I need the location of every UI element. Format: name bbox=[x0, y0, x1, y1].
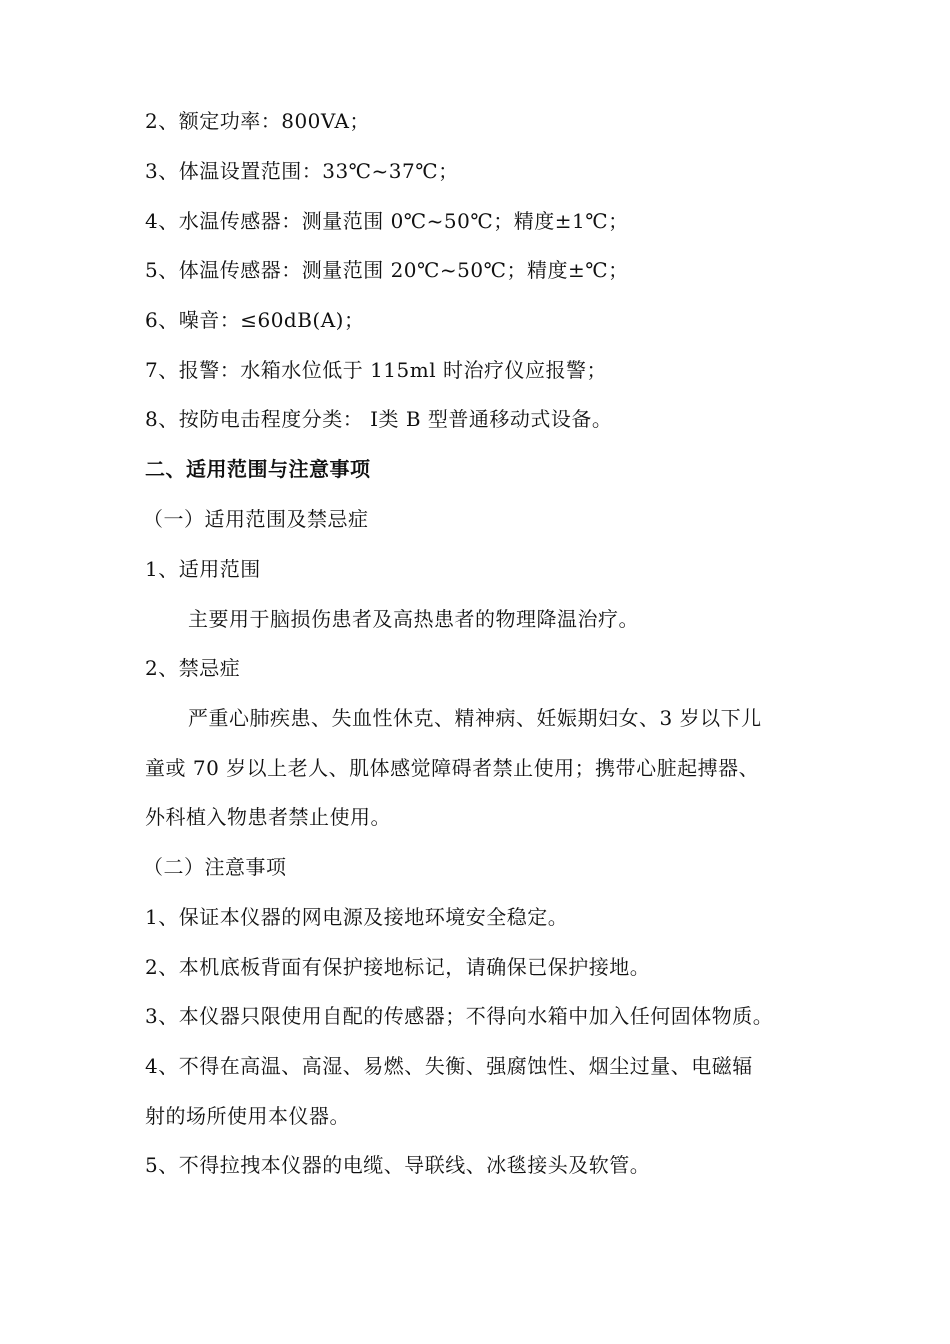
spec-item: 6、噪音：≤60dB(A)； bbox=[145, 308, 365, 332]
note-item: 5、不得拉拽本仪器的电缆、导联线、冰毯接头及软管。 bbox=[145, 1153, 651, 1177]
spec-item: 4、水温传感器：测量范围 0℃~50℃；精度±1℃； bbox=[145, 209, 629, 233]
spec-item: 3、体温设置范围：33℃~37℃； bbox=[145, 159, 459, 183]
note-item: 1、保证本仪器的网电源及接地环境安全稳定。 bbox=[145, 905, 569, 929]
item-title: 2、禁忌症 bbox=[145, 656, 241, 680]
spec-item: 2、额定功率：800VA； bbox=[145, 109, 370, 133]
note-item: 3、本仪器只限使用自配的传感器；不得向水箱中加入任何固体物质。 bbox=[145, 1004, 774, 1028]
paragraph-line: 严重心肺疾患、失血性休克、精神病、妊娠期妇女、3 岁以下儿 bbox=[188, 706, 762, 730]
subsection-title: （二）注意事项 bbox=[143, 855, 287, 879]
note-item: 2、本机底板背面有保护接地标记，请确保已保护接地。 bbox=[145, 955, 651, 979]
paragraph-text: 主要用于脑损伤患者及高热患者的物理降温治疗。 bbox=[188, 607, 639, 631]
paragraph-line: 童或 70 岁以上老人、肌体感觉障碍者禁止使用；携带心脏起搏器、 bbox=[145, 756, 760, 780]
spec-item: 5、体温传感器：测量范围 20℃~50℃；精度±℃； bbox=[145, 258, 629, 282]
note-item: 射的场所使用本仪器。 bbox=[145, 1104, 350, 1128]
section-heading: 二、适用范围与注意事项 bbox=[145, 457, 371, 481]
note-item: 4、不得在高温、高湿、易燃、失衡、强腐蚀性、烟尘过量、电磁辐 bbox=[145, 1054, 753, 1078]
item-title: 1、适用范围 bbox=[145, 557, 261, 581]
spec-item: 8、按防电击程度分类： Ⅰ类 B 型普通移动式设备。 bbox=[145, 407, 613, 431]
paragraph-line: 外科植入物患者禁止使用。 bbox=[145, 805, 391, 829]
spec-item: 7、报警：水箱水位低于 115ml 时治疗仪应报警； bbox=[145, 358, 607, 382]
subsection-title: （一）适用范围及禁忌症 bbox=[143, 507, 369, 531]
